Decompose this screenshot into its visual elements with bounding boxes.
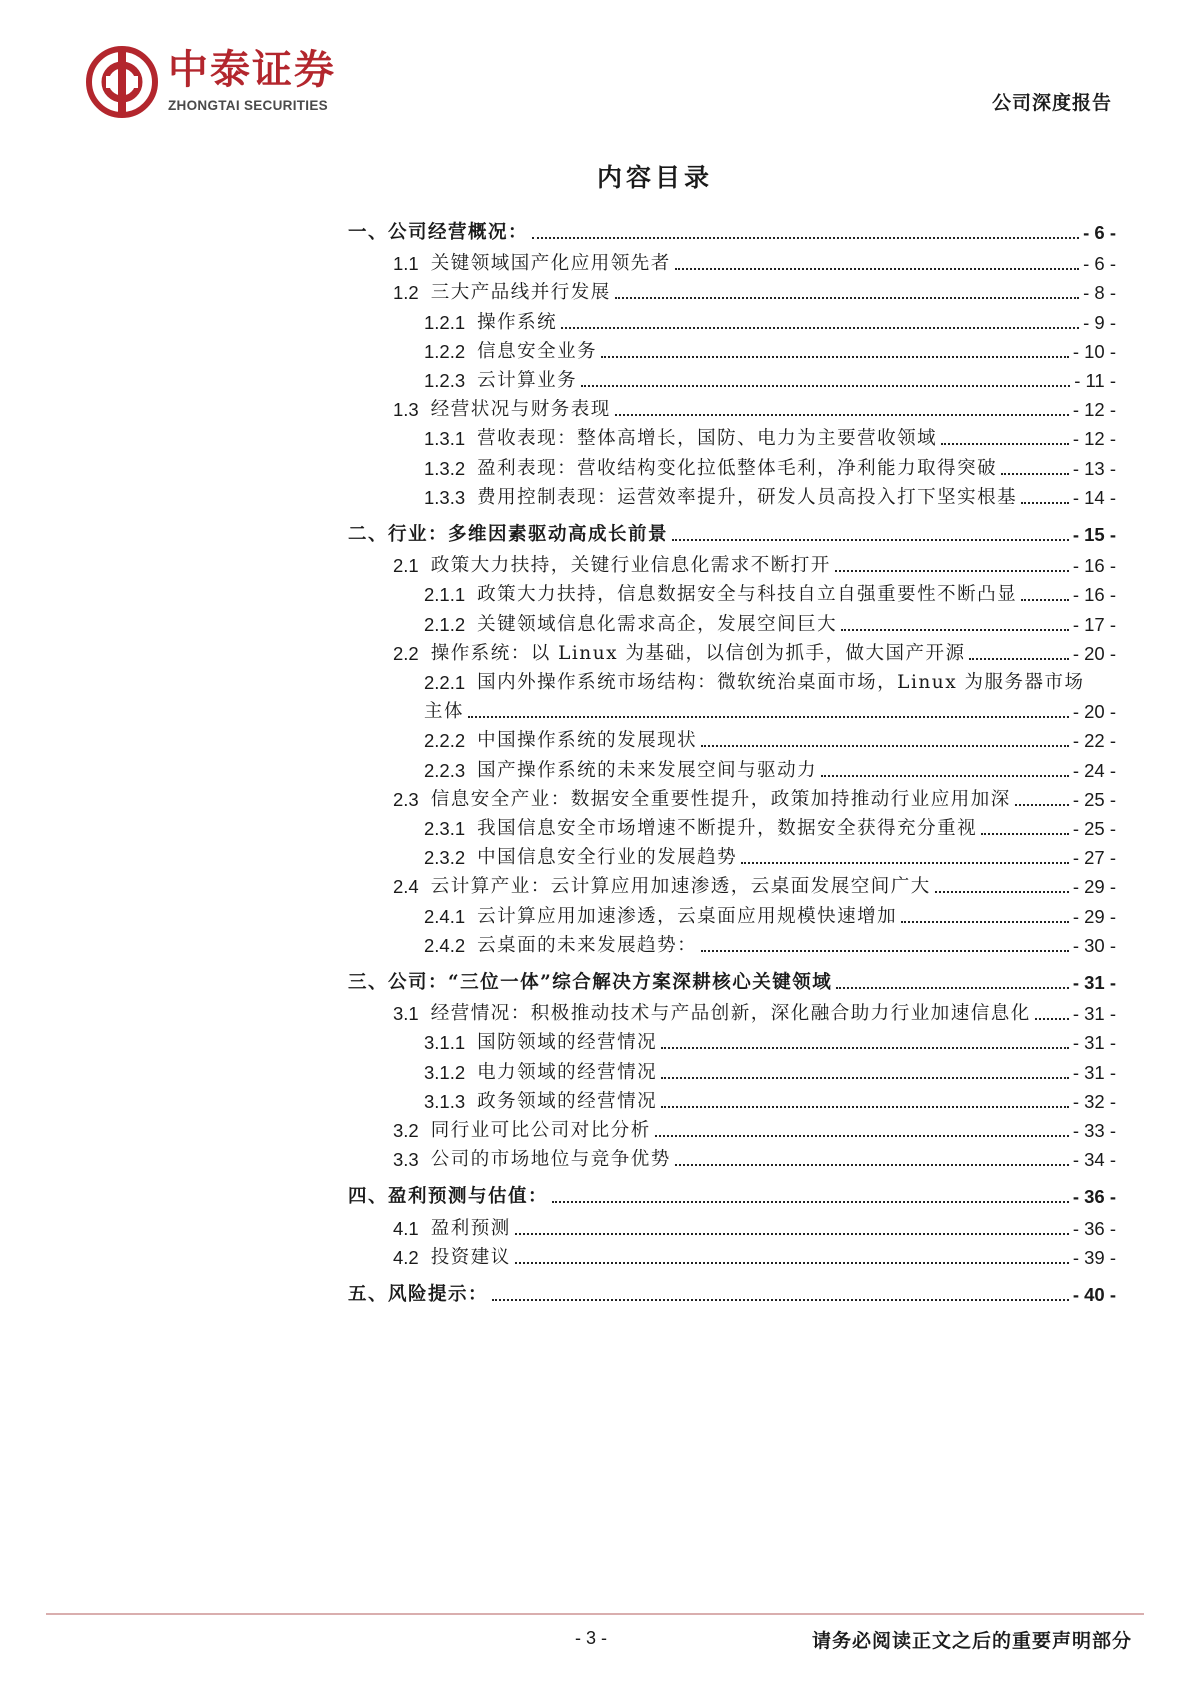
- toc-entry-number: 2.2.2: [424, 730, 466, 752]
- toc-entry-page: - 40 -: [1072, 1284, 1116, 1305]
- toc-dot-leader: [701, 950, 1069, 952]
- toc-entry-title: 四、盈利预测与估值：: [348, 1186, 549, 1208]
- toc-entry-page: - 30 -: [1072, 934, 1116, 956]
- toc-entry-page: - 12 -: [1072, 428, 1116, 450]
- toc-entry-title: 三大产品线并行发展: [430, 282, 611, 304]
- toc-dot-leader: [675, 1164, 1069, 1166]
- page-number: - 3 -: [575, 1628, 608, 1648]
- report-type-label: 公司深度报告: [991, 92, 1112, 114]
- toc-entry[interactable]: [348, 1141, 1116, 1171]
- toc-dot-leader: [661, 1106, 1069, 1108]
- toc-dot-leader: [615, 297, 1079, 299]
- toc-entry[interactable]: [348, 995, 1116, 1025]
- toc-entry-title: 经营状况与财务表现: [430, 399, 611, 421]
- toc-entry-title: 一、公司经营概况：: [348, 222, 529, 243]
- toc-entry-page: - 29 -: [1072, 876, 1116, 898]
- toc-entry[interactable]: [348, 1054, 1116, 1084]
- toc-dot-leader: [836, 987, 1069, 989]
- toc-entry[interactable]: [348, 927, 1116, 957]
- toc-dot-leader: [561, 327, 1079, 329]
- toc-dot-leader: [515, 1233, 1069, 1235]
- toc-entry[interactable]: [348, 1024, 1116, 1054]
- logo-english-name: ZHONGTAI SECURITIES: [168, 98, 328, 113]
- toc-entry[interactable]: [348, 420, 1116, 450]
- toc-entry-title: 三、公司：“三位一体”综合解决方案深耕核心关键领域: [348, 972, 833, 993]
- toc-entry-page: - 22 -: [1072, 730, 1116, 752]
- toc-entry-title: 费用控制表现：运营效率提升，研发人员高投入打下坚实根基: [477, 486, 1018, 508]
- toc-dot-leader: [675, 268, 1079, 270]
- toc-entry-page: - 13 -: [1072, 457, 1116, 479]
- toc-entry-page: - 16 -: [1072, 555, 1116, 577]
- toc-dot-leader: [821, 775, 1069, 777]
- toc-entry[interactable]: [348, 333, 1116, 363]
- toc-dot-leader: [941, 443, 1069, 445]
- toc-entry-page: - 31 -: [1072, 1061, 1116, 1083]
- toc-entry-page: - 14 -: [1072, 486, 1116, 508]
- toc-dot-leader: [1021, 599, 1069, 601]
- toc-entry-page: - 25 -: [1072, 818, 1116, 839]
- toc-entry[interactable]: [348, 635, 1116, 665]
- toc-entry-page: - 12 -: [1072, 399, 1116, 421]
- toc-entry-page: - 6 -: [1083, 253, 1116, 275]
- toc-entry-title: 政策大力扶持，关键行业信息化需求不断打开: [430, 555, 831, 577]
- toc-entry-number: 3.1: [393, 1003, 419, 1025]
- toc-entry-title: 政务领域的经营情况: [477, 1090, 658, 1112]
- toc-dot-leader: [969, 658, 1068, 660]
- toc-entry[interactable]: [348, 868, 1116, 898]
- toc-dot-leader: [515, 1262, 1069, 1264]
- toc-dot-leader: [981, 833, 1069, 835]
- toc-entry-number: 3.1.1: [424, 1032, 466, 1054]
- toc-entry-number: 2.2.3: [424, 759, 466, 781]
- toc-entry-page: - 34 -: [1072, 1149, 1116, 1171]
- toc-dot-leader: [661, 1047, 1069, 1049]
- toc-entry-continuation[interactable]: [348, 693, 1116, 723]
- footer-disclaimer: 请务必阅读正文之后的重要声明部分: [811, 1630, 1132, 1652]
- toc-entry-number: 1.3.1: [424, 428, 466, 450]
- toc-entry-title: 云桌面的未来发展趋势：: [477, 934, 698, 956]
- toc-entry-title: 云计算产业：云计算应用加速渗透，云桌面发展空间广大: [430, 876, 931, 898]
- toc-entry-number: 4.2: [393, 1246, 419, 1268]
- toc-entry-page: - 39 -: [1072, 1246, 1116, 1268]
- toc-entry[interactable]: [348, 664, 1116, 694]
- toc-entry-title: 国产操作系统的未来发展空间与驱动力: [477, 759, 818, 781]
- toc-entry-title: 经营情况：积极推动技术与产品创新，深化融合助力行业加速信息化: [430, 1003, 1031, 1025]
- logo-chinese-name: 中泰证券: [168, 47, 336, 93]
- toc-entry-page: - 8 -: [1083, 282, 1116, 304]
- toc-entry-page: - 6 -: [1083, 222, 1116, 243]
- toc-entry-title: 操作系统: [477, 311, 558, 333]
- toc-entry[interactable]: [348, 547, 1116, 577]
- toc-entry-title: 公司的市场地位与竞争优势: [430, 1149, 671, 1171]
- toc-entry-number: 2.1.2: [424, 613, 466, 635]
- zhongtai-logo-icon: [86, 46, 158, 118]
- toc-entry[interactable]: [348, 1210, 1116, 1240]
- toc-entry[interactable]: [348, 1112, 1116, 1142]
- toc-entry[interactable]: [348, 810, 1116, 840]
- toc-entry[interactable]: [348, 391, 1116, 421]
- toc-dot-leader: [701, 745, 1069, 747]
- toc-chapter[interactable]: [348, 214, 1116, 244]
- toc-entry-number: 2.2.1: [424, 672, 466, 693]
- toc-entry-number: 2.3: [393, 788, 419, 810]
- toc-entry[interactable]: [348, 722, 1116, 752]
- toc-entry-title: 国内外操作系统市场结构：微软统治桌面市场，Linux 为服务器市场: [477, 672, 1085, 693]
- toc-dot-leader: [1015, 804, 1069, 806]
- toc-entry[interactable]: [348, 245, 1116, 275]
- toc-entry-number: 1.3.3: [424, 486, 466, 508]
- toc-dot-leader: [601, 356, 1069, 358]
- toc-entry-page: - 27 -: [1072, 847, 1116, 869]
- toc-entry-title: 国防领域的经营情况: [477, 1032, 658, 1054]
- toc-entry[interactable]: [348, 304, 1116, 334]
- toc-dot-leader: [661, 1077, 1069, 1079]
- toc-entry-number: 1.1: [393, 253, 419, 275]
- toc-entry-title: 营收表现：整体高增长，国防、电力为主要营收领域: [477, 428, 938, 450]
- toc-entry-title: 二、行业：多维因素驱动高成长前景: [348, 524, 669, 545]
- toc-dot-leader: [552, 1201, 1069, 1203]
- toc-entry-title: 信息安全业务: [477, 340, 598, 362]
- toc-entry-number: 1.2.3: [424, 370, 466, 391]
- toc-entry-number: 1.2.2: [424, 340, 466, 362]
- toc-entry[interactable]: [348, 781, 1116, 811]
- toc-entry-title: 电力领域的经营情况: [477, 1061, 658, 1083]
- toc-chapter[interactable]: [348, 1276, 1116, 1306]
- toc-entry-page: - 20 -: [1072, 701, 1116, 723]
- toc-dot-leader: [468, 716, 1069, 718]
- toc-entry-page: - 15 -: [1072, 524, 1116, 545]
- toc-dot-leader: [1001, 473, 1069, 475]
- toc-entry-title: 同行业可比公司对比分析: [430, 1120, 651, 1141]
- toc-entry-title: 政策大力扶持，信息数据安全与科技自立自强重要性不断凸显: [477, 584, 1018, 606]
- toc-dot-leader: [492, 1299, 1069, 1301]
- toc-entry-title: 云计算业务: [477, 370, 578, 391]
- toc-entry-number: 3.3: [393, 1149, 419, 1171]
- toc-dot-leader: [1035, 1018, 1069, 1020]
- footer-divider: [46, 1613, 1144, 1615]
- toc-entry[interactable]: [348, 450, 1116, 480]
- toc-entry-page: - 31 -: [1072, 1003, 1116, 1025]
- toc-entry-number: 1.2: [393, 282, 419, 304]
- toc-entry-page: - 29 -: [1072, 905, 1116, 927]
- toc-entry-number: 2.4.2: [424, 934, 466, 956]
- toc-entry-number: 3.2: [393, 1120, 419, 1141]
- toc-entry[interactable]: [348, 898, 1116, 928]
- toc-entry-number: 1.3: [393, 399, 419, 421]
- toc-entry-number: 2.3.2: [424, 847, 466, 869]
- toc-entry[interactable]: [348, 1239, 1116, 1269]
- toc-entry-title: 关键领域国产化应用领先者: [430, 253, 671, 275]
- toc-entry-number: 1.2.1: [424, 311, 466, 333]
- toc-entry-page: - 25 -: [1072, 788, 1116, 810]
- toc-entry-page: - 36 -: [1072, 1217, 1116, 1239]
- toc-entry-title: 主体: [424, 701, 465, 723]
- company-logo: [86, 46, 386, 121]
- toc-entry-title: 中国操作系统的发展现状: [477, 730, 698, 752]
- toc-entry-page: - 11 -: [1074, 370, 1116, 391]
- toc-entry-title: 我国信息安全市场增速不断提升，数据安全获得充分重视: [477, 818, 978, 839]
- toc-chapter[interactable]: [348, 964, 1116, 994]
- toc-entry-page: - 31 -: [1072, 972, 1116, 993]
- toc-title: 内容目录: [596, 163, 713, 192]
- toc-entry-title: 信息安全产业：数据安全重要性提升，政策加持推动行业应用加深: [430, 788, 1011, 810]
- toc-entry-title: 关键领域信息化需求高企，发展空间巨大: [477, 613, 838, 635]
- toc-dot-leader: [841, 629, 1069, 631]
- toc-entry-number: 3.1.2: [424, 1061, 466, 1083]
- toc-entry-page: - 16 -: [1072, 584, 1116, 606]
- toc-dot-leader: [835, 570, 1069, 572]
- toc-dot-leader: [741, 862, 1069, 864]
- toc-dot-leader: [935, 891, 1069, 893]
- toc-entry[interactable]: [348, 274, 1116, 304]
- toc-entry-number: 2.2: [393, 642, 419, 664]
- toc-entry-page: - 17 -: [1072, 613, 1116, 635]
- toc-entry-page: - 10 -: [1072, 340, 1116, 362]
- toc-entry-number: 2.1: [393, 555, 419, 577]
- toc-entry-title: 投资建议: [430, 1246, 511, 1268]
- toc-entry-title: 云计算应用加速渗透，云桌面应用规模快速增加: [477, 905, 898, 927]
- toc-entry-number: 2.3.1: [424, 818, 466, 839]
- toc-entry-page: - 31 -: [1072, 1032, 1116, 1054]
- toc-dot-leader: [655, 1135, 1069, 1137]
- toc-entry[interactable]: [348, 362, 1116, 392]
- toc-entry[interactable]: [348, 576, 1116, 606]
- toc-entry-title: 中国信息安全行业的发展趋势: [477, 847, 738, 869]
- toc-dot-leader: [1021, 502, 1069, 504]
- toc-entry-page: - 36 -: [1072, 1186, 1116, 1208]
- toc-entry-page: - 20 -: [1072, 642, 1116, 664]
- toc-dot-leader: [672, 539, 1069, 541]
- toc-entry-number: 2.1.1: [424, 584, 466, 606]
- toc-entry-title: 操作系统：以 Linux 为基础，以信创为抓手，做大国产开源: [430, 642, 966, 664]
- toc-entry-number: 2.4.1: [424, 905, 466, 927]
- toc-dot-leader: [581, 385, 1070, 387]
- toc-entry-page: - 33 -: [1072, 1120, 1116, 1141]
- toc-entry-title: 五、风险提示：: [348, 1284, 489, 1305]
- toc-chapter[interactable]: [348, 516, 1116, 546]
- toc-entry-number: 1.3.2: [424, 457, 466, 479]
- toc-entry-page: - 9 -: [1083, 311, 1116, 333]
- toc-dot-leader: [901, 921, 1069, 923]
- toc-chapter[interactable]: [348, 1178, 1116, 1208]
- toc-entry-number: 2.4: [393, 876, 419, 898]
- toc-entry[interactable]: [348, 839, 1116, 869]
- toc-entry-page: - 24 -: [1072, 759, 1116, 781]
- toc-dot-leader: [532, 237, 1079, 239]
- toc-entry[interactable]: [348, 1083, 1116, 1113]
- toc-entry[interactable]: [348, 752, 1116, 782]
- toc-entry-page: - 32 -: [1072, 1090, 1116, 1112]
- toc-entry-title: 盈利预测: [430, 1217, 511, 1239]
- toc-entry-number: 3.1.3: [424, 1090, 466, 1112]
- toc-entry[interactable]: [348, 606, 1116, 636]
- toc-entry-title: 盈利表现：营收结构变化拉低整体毛利，净利能力取得突破: [477, 457, 998, 479]
- toc-dot-leader: [615, 414, 1069, 416]
- toc-entry[interactable]: [348, 479, 1116, 509]
- toc-entry-number: 4.1: [393, 1217, 419, 1239]
